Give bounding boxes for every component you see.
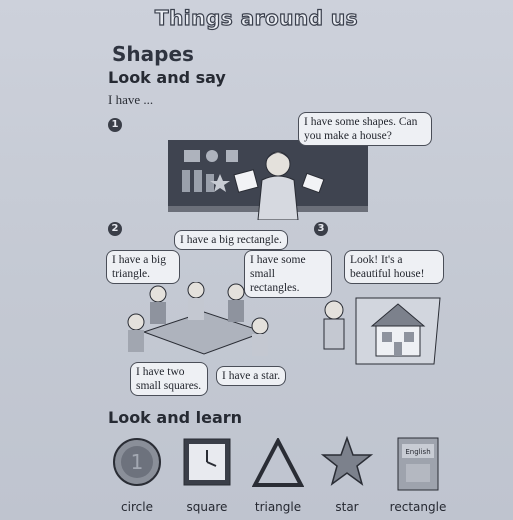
scene-1-bubble-teacher: I have some shapes. Can you make a house? [298,112,432,146]
shape-label-rectangle: rectangle [389,500,447,514]
book-icon [396,436,440,492]
clock-icon [182,436,232,488]
scene-1-number: 1 [108,118,122,132]
house-made-of-shapes-illustration [316,290,446,370]
look-and-learn-heading: Look and learn [108,408,243,427]
triangle-icon [252,438,304,488]
coin-icon [112,436,162,488]
look-and-say-heading: Look and say [108,68,226,87]
shape-label-star: star [335,500,359,514]
scene-2-bubble-star: I have a star. [216,366,286,386]
unit-title: Things around us [154,6,359,30]
children-with-shapes-illustration [124,282,284,362]
shape-label-circle: circle [121,500,153,514]
i-have-prompt: I have ... [108,92,154,107]
scene-2-bubble-big-rectangle: I have a big rectangle. [174,230,288,250]
shape-label-triangle: triangle [254,500,302,514]
section-title: Shapes [112,42,194,66]
scene-3-bubble: Look! It's a beautiful house! [344,250,444,284]
classroom-blackboard-illustration [168,140,368,220]
scene-2-bubble-two-squares: I have two small squares. [130,362,208,396]
svg-text:1: 1 [130,450,144,474]
scene-2-bubble-big-triangle: I have a big triangle. [106,250,180,284]
scene-2-number: 2 [108,222,122,236]
scene-3-number: 3 [314,222,328,236]
scene-2-bubble-small-rectangles: I have some small rectangles. [244,250,332,298]
star-icon [320,436,374,488]
book-cover-title: English [405,448,431,456]
shape-label-square: square [186,500,228,514]
